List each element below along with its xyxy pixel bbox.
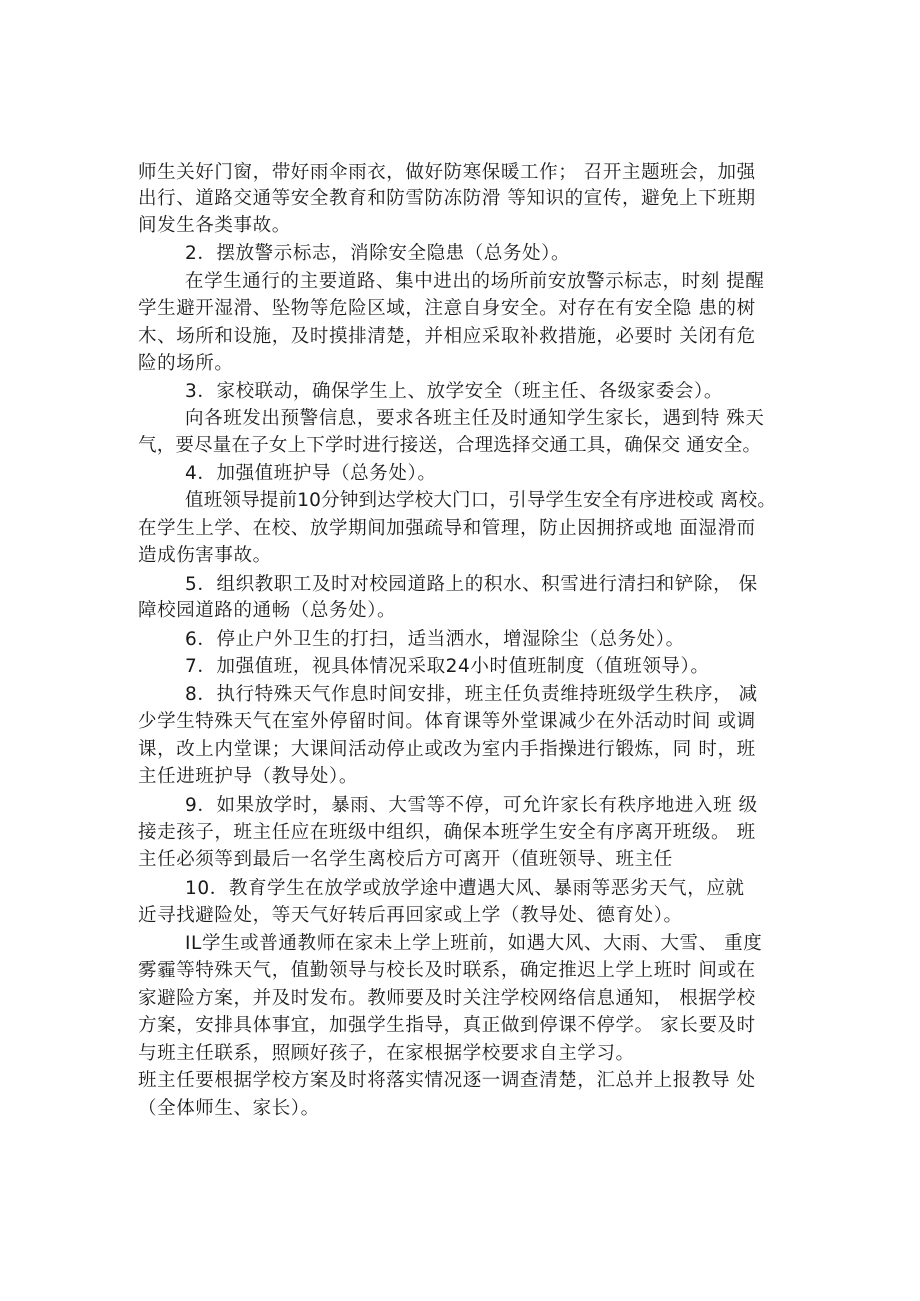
paragraph-line: 接走孩子，班主任应在班级中组织，确保本班学生安全有序离开班级。 班 bbox=[138, 822, 756, 843]
section-heading: 8．执行特殊天气作息时间安排，班主任负责维持班级学生秩序， 减 bbox=[185, 684, 758, 705]
paragraph-line: （全体师生、家长）。 bbox=[138, 1098, 320, 1119]
paragraph-line: 主任进班护导（教导处）。 bbox=[138, 766, 358, 787]
paragraph-line: 学生避开湿滑、坠物等危险区域，注意自身安全。对存在有安全隐 患的树 bbox=[138, 298, 756, 319]
paragraph-line: 向各班发出预警信息，要求各班主任及时通知学生家长，遇到特 殊天 bbox=[185, 408, 765, 429]
section-heading: 9．如果放学时，暴雨、大雪等不停，可允许家长有秩序地进入班 级 bbox=[185, 795, 758, 816]
paragraph-line: 课，改上内堂课；大课间活动停止或改为室内手指操进行锻炼，同 时，班 bbox=[138, 739, 756, 760]
paragraph-line: 值班领导提前10分钟到达学校大门口，引导学生安全有序进校或 离校。 bbox=[185, 490, 777, 511]
paragraph-line: 与班主任联系，照顾好孩子，在家根据学校要求自主学习。 bbox=[138, 1043, 635, 1064]
paragraph-line: 障校园道路的通畅（总务处）。 bbox=[138, 600, 397, 621]
paragraph-line: 险的场所。 bbox=[138, 353, 234, 374]
section-heading: 7．加强值班，视具体情况采取24小时值班制度（值班领导）。 bbox=[185, 656, 710, 677]
paragraph-line: 造成伤害事故。 bbox=[138, 545, 272, 566]
paragraph-line: 方案，安排具体事宜，加强学生指导，真正做到停课不停学。 家长要及时 bbox=[138, 1015, 756, 1036]
paragraph-line: IL学生或普通教师在家未上学上班前，如遇大风、大雨、大雪、 重度 bbox=[185, 933, 763, 954]
paragraph-line: 主任必须等到最后一名学生离校后方可离开（值班领导、班主任 bbox=[138, 849, 673, 870]
paragraph-line: 气，要尽量在子女上下学时进行接送，合理选择交通工具，确保交 通安全。 bbox=[138, 435, 762, 456]
paragraph-line: 家避险方案，并及时发布。教师要及时关注学校网络信息通知， 根据学校 bbox=[138, 988, 756, 1009]
paragraph-line: 木、场所和设施，及时摸排清楚，并相应采取补救措施，必要时 关闭有危 bbox=[138, 326, 756, 347]
paragraph-line: 在学生上学、在校、放学期间加强疏导和管理，防止因拥挤或地 面湿滑而 bbox=[138, 518, 756, 539]
paragraph-line: 少学生特殊天气在室外停留时间。体育课等外堂课减少在外活动时间 或调 bbox=[138, 711, 756, 732]
section-heading: 2．摆放警示标志，消除安全隐患（总务处）。 bbox=[185, 243, 571, 264]
paragraph-line: 班主任要根据学校方案及时将落实情况逐一调查清楚，汇总并上报教导 处 bbox=[138, 1070, 756, 1091]
section-heading: 5．组织教职工及时对校园道路上的积水、积雪进行清扫和铲除， 保 bbox=[185, 574, 758, 595]
section-heading: 10．教育学生在放学或放学途中遭遇大风、暴雨等恶劣天气，应就 bbox=[185, 878, 745, 899]
paragraph-line: 雾霾等特殊天气，值勤领导与校长及时联系，确定推迟上学上班时 间或在 bbox=[138, 960, 756, 981]
paragraph-line: 间发生各类事故。 bbox=[138, 215, 291, 236]
section-heading: 4．加强值班护导（总务处）。 bbox=[185, 463, 437, 484]
section-heading: 3．家校联动，确保学生上、放学安全（班主任、各级家委会）。 bbox=[185, 381, 723, 402]
paragraph-line: 出行、道路交通等安全教育和防雪防冻防滑 等知识的宣传，避免上下班期 bbox=[138, 188, 756, 209]
paragraph-line: 在学生通行的主要道路、集中进出的场所前安放警示标志，时刻 提醒 bbox=[185, 271, 765, 292]
section-heading: 6．停止户外卫生的打扫，适当洒水，增湿除尘（总务处）。 bbox=[185, 629, 685, 650]
paragraph-line: 近寻找避险处，等天气好转后再回家或上学（教导处、德育处）。 bbox=[138, 905, 683, 926]
paragraph-line: 师生关好门窗，带好雨伞雨衣，做好防寒保暖工作； 召开主题班会，加强 bbox=[138, 162, 756, 183]
